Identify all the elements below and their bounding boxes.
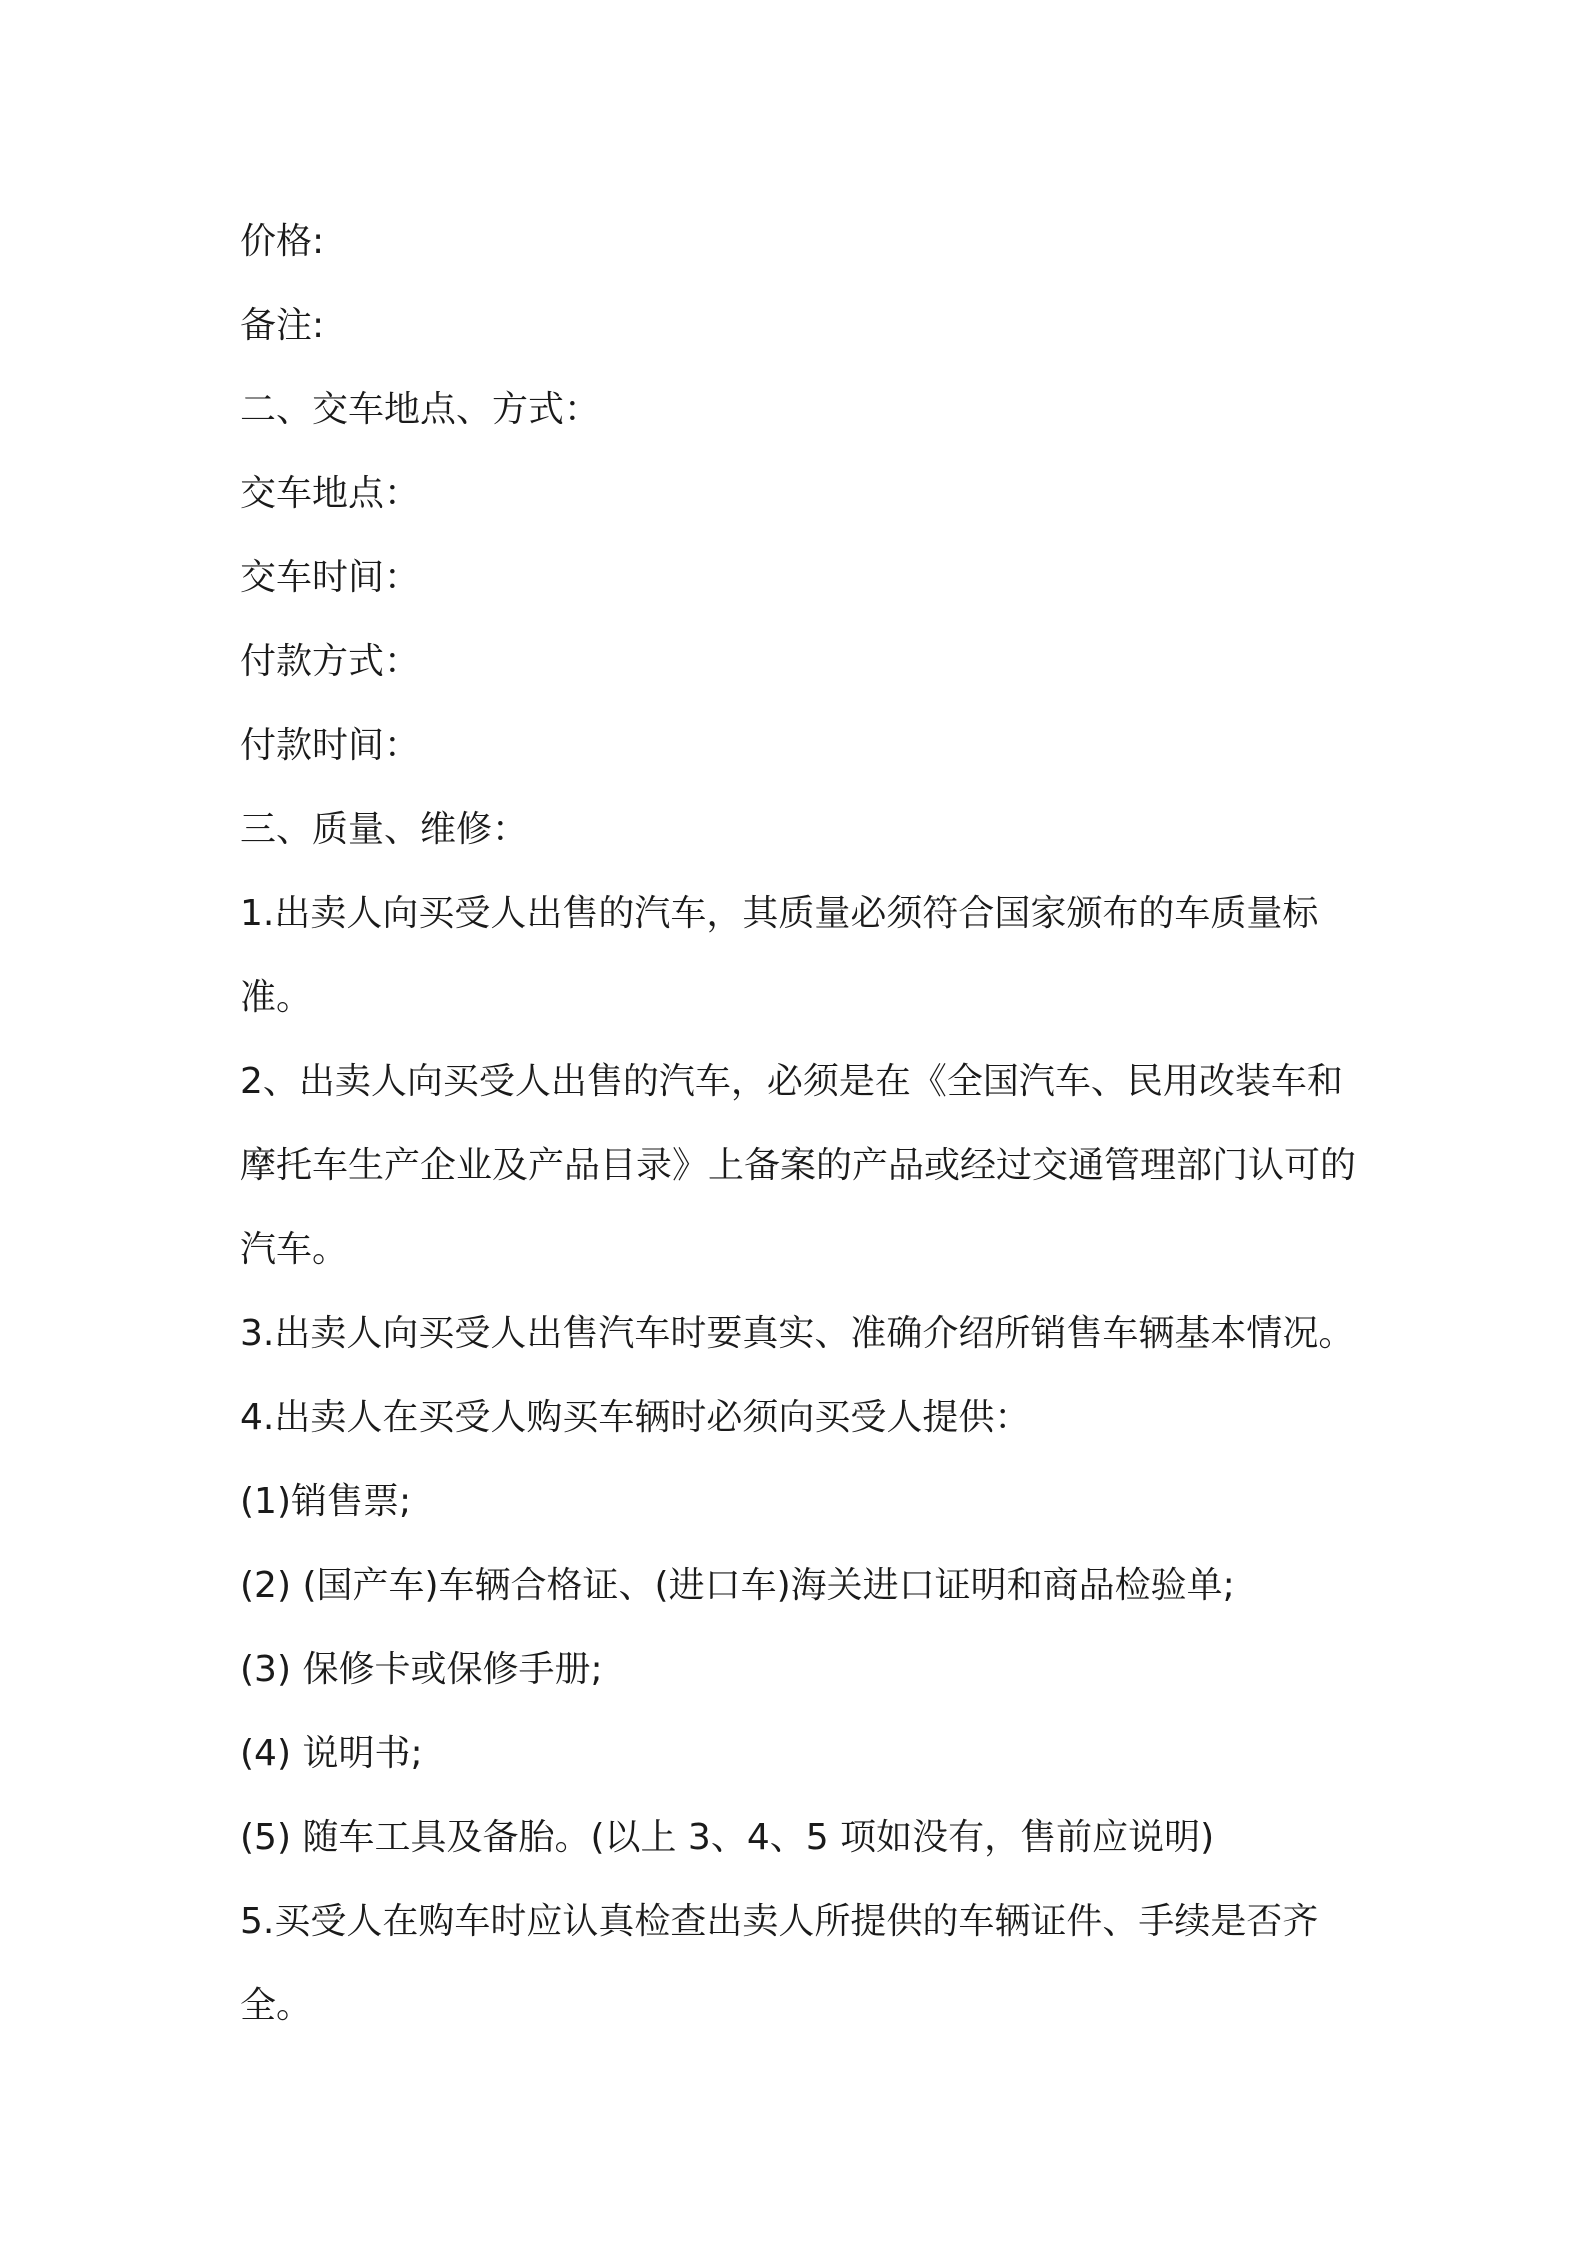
clause-4: 4.出卖人在买受人购买车辆时必须向买受人提供： [240,1397,1031,1438]
clause-5: 5.买受人在购车时应认真检查出卖人所提供的车辆证件、手续是否齐全。 [240,1901,1319,2026]
document-body [240,200,1370,2048]
price-line: 价格: [240,221,325,262]
payment-time-line: 付款时间： [240,725,421,766]
section-2-heading: 二、交车地点、方式： [240,389,601,430]
sub-item-5: (5) 随车工具及备胎。(以上 3、4、5 项如没有，售前应说明) [240,1817,1215,1858]
section-3-heading: 三、质量、维修： [240,809,529,850]
sub-item-1: (1)销售票; [240,1481,412,1522]
clause-1: 1.出卖人向买受人出售的汽车，其质量必须符合国家颁布的车质量标准。 [240,893,1319,1018]
sub-item-4: (4) 说明书; [240,1733,423,1774]
sub-item-3: (3) 保修卡或保修手册; [240,1649,603,1690]
delivery-place-line: 交车地点： [240,473,421,514]
payment-method-line: 付款方式： [240,641,421,682]
clause-2: 2、出卖人向买受人出售的汽车，必须是在《全国汽车、民用改装车和摩托车生产企业及产品目录》上备案的产品或经过交通管理部门认可的汽车。 [240,1061,1357,1270]
sub-item-2: (2) (国产车)车辆合格证、(进口车)海关进口证明和商品检验单; [240,1565,1235,1606]
clause-3: 3.出卖人向买受人出售汽车时要真实、准确介绍所销售车辆基本情况。 [240,1313,1355,1354]
delivery-time-line: 交车时间： [240,557,421,598]
remarks-line: 备注: [240,305,325,346]
